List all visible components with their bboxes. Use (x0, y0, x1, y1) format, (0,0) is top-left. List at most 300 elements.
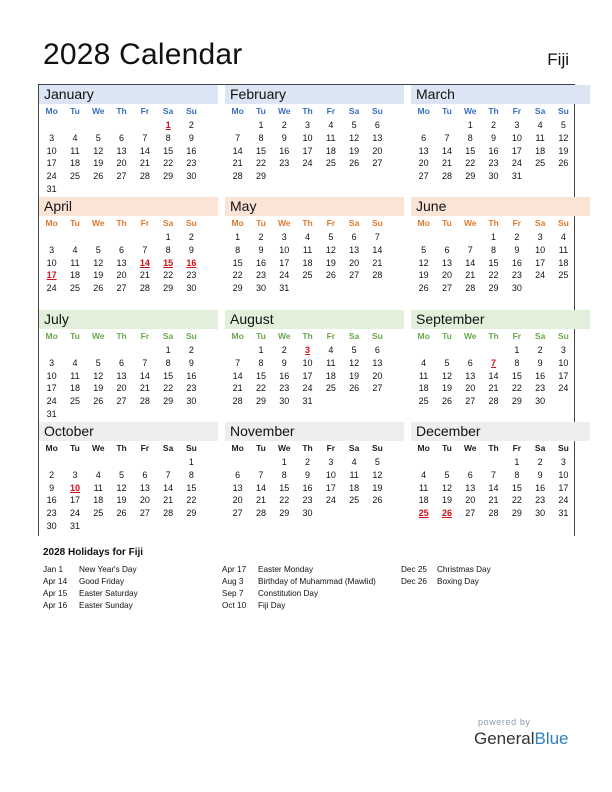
day-cell: 23 (186, 270, 197, 281)
day-cell: 5 (444, 469, 450, 480)
day-cell: 15 (279, 482, 290, 493)
month-june (411, 197, 590, 310)
day-cell: 2 (49, 469, 55, 480)
weekday-label: Su (557, 106, 569, 116)
day-cell: 18 (69, 383, 80, 394)
day-cell: 9 (258, 244, 264, 255)
day-cell (156, 408, 179, 421)
day-cell: 17 (535, 257, 546, 268)
holiday-item (401, 564, 491, 576)
weekday-label: Sa (162, 106, 174, 116)
day-cell: 18 (558, 257, 569, 268)
day-cell: 17 (46, 158, 57, 169)
day-cell: 24 (279, 270, 290, 281)
day-cell (133, 520, 156, 533)
week-row (412, 145, 590, 158)
weekday-label: Tu (256, 106, 266, 116)
day-cell: 21 (441, 158, 452, 169)
day-cell: 8 (235, 244, 241, 255)
weekday-header (412, 216, 590, 231)
month-august (225, 310, 404, 423)
day-cell (87, 231, 110, 244)
day-cell: 3 (560, 457, 566, 467)
day-cell: 25 (302, 270, 313, 281)
day-cell (435, 231, 458, 244)
month-november (225, 422, 404, 535)
day-cell: 11 (558, 244, 569, 255)
week-row (40, 370, 218, 383)
week-row (40, 119, 218, 132)
day-cell: 17 (46, 383, 57, 394)
week-row (412, 257, 590, 270)
day-cell (40, 231, 63, 244)
week-row (40, 231, 218, 244)
day-cell: 19 (441, 383, 452, 394)
day-cell: 16 (186, 370, 197, 381)
day-cell: 10 (46, 145, 57, 156)
day-cell: 28 (488, 396, 499, 407)
day-cell: 3 (560, 345, 566, 355)
day-cell: 21 (232, 158, 243, 169)
day-cell: 8 (514, 469, 520, 480)
day-cell (110, 119, 133, 132)
day-cell: 9 (537, 469, 543, 480)
day-cell: 17 (279, 257, 290, 268)
holiday-day-cell: 16 (186, 257, 197, 268)
day-cell: 12 (93, 370, 104, 381)
day-cell: 12 (93, 145, 104, 156)
holiday-day-cell: 14 (139, 257, 150, 268)
weekday-header (226, 216, 404, 231)
day-cell: 4 (537, 120, 543, 130)
day-cell: 11 (326, 132, 336, 143)
day-cell: 18 (535, 145, 546, 156)
weekday-label: Su (557, 443, 569, 453)
holidays-title: 2028 Holidays for Fiji (43, 547, 144, 558)
day-cell: 5 (560, 120, 566, 130)
day-cell: 17 (325, 482, 336, 493)
weekday-label: We (463, 218, 477, 228)
day-cell: 13 (232, 482, 243, 493)
day-cell (296, 282, 319, 295)
day-cell: 10 (279, 244, 290, 255)
weekday-label: Th (302, 331, 313, 341)
day-cell: 21 (465, 270, 476, 281)
day-cell (63, 456, 86, 469)
week-row (40, 456, 218, 469)
holiday-date: Dec 26 (401, 577, 427, 586)
day-cell: 4 (328, 345, 334, 355)
day-cell: 26 (558, 158, 569, 169)
day-cell: 29 (465, 171, 476, 182)
day-cell: 12 (325, 244, 336, 255)
week-row (40, 269, 218, 282)
weekday-label: Fr (326, 443, 336, 453)
weekday-label: Mo (417, 106, 430, 116)
day-cell: 1 (165, 345, 171, 355)
day-cell: 20 (232, 495, 243, 506)
week-row (412, 119, 590, 132)
weekday-label: Sa (348, 106, 360, 116)
weekday-header (412, 329, 590, 344)
day-cell: 6 (119, 244, 125, 255)
day-cell: 31 (511, 171, 522, 182)
day-cell: 28 (372, 270, 383, 281)
day-cell (87, 183, 110, 196)
day-cell: 25 (535, 158, 546, 169)
week-row (412, 395, 590, 408)
day-cell: 27 (349, 270, 360, 281)
holiday-day-cell: 15 (163, 257, 174, 268)
weekday-label: Mo (231, 331, 244, 341)
day-cell: 15 (511, 370, 522, 381)
day-cell: 24 (302, 158, 313, 169)
week-row (226, 170, 404, 183)
day-cell: 13 (465, 482, 476, 493)
day-cell: 30 (255, 283, 266, 294)
day-cell: 30 (186, 171, 197, 182)
day-cell (528, 170, 551, 183)
day-cell: 26 (93, 171, 104, 182)
day-cell: 28 (139, 171, 150, 182)
day-cell: 23 (255, 270, 266, 281)
day-cell: 31 (46, 183, 57, 194)
day-cell: 2 (281, 345, 287, 355)
day-cell (63, 119, 86, 132)
holiday-day-cell: 10 (69, 482, 80, 493)
day-cell: 11 (302, 244, 313, 255)
day-cell: 27 (372, 383, 383, 394)
day-cell (156, 456, 179, 469)
day-cell: 23 (279, 383, 290, 394)
day-cell: 29 (232, 283, 243, 294)
weekday-label: Tu (442, 106, 452, 116)
week-row (226, 370, 404, 383)
day-cell: 14 (232, 145, 243, 156)
day-cell (156, 520, 179, 533)
day-cell: 23 (302, 495, 313, 506)
weekday-label: Fr (512, 443, 522, 453)
day-cell: 20 (116, 270, 127, 281)
day-cell: 30 (46, 520, 57, 531)
holiday-name: Christmas Day (437, 565, 491, 574)
day-cell: 7 (235, 132, 241, 143)
day-cell: 15 (163, 370, 174, 381)
day-cell: 26 (441, 396, 452, 407)
weekday-header (40, 216, 218, 231)
day-cell (319, 395, 342, 408)
day-cell: 8 (165, 244, 171, 255)
day-cell: 15 (488, 257, 499, 268)
day-cell: 21 (255, 495, 266, 506)
day-cell: 28 (139, 396, 150, 407)
day-cell: 2 (305, 457, 311, 467)
day-cell: 1 (281, 457, 287, 467)
day-cell: 14 (488, 482, 499, 493)
holiday-day-cell: 1 (165, 120, 171, 130)
day-cell: 8 (165, 132, 171, 143)
day-cell: 6 (467, 357, 473, 368)
day-cell: 31 (558, 508, 569, 519)
day-cell: 17 (511, 145, 522, 156)
holiday-date: Apr 16 (43, 601, 68, 610)
day-cell (133, 456, 156, 469)
week-row (226, 231, 404, 244)
day-cell: 14 (232, 370, 243, 381)
day-cell: 12 (372, 469, 383, 480)
week-row (412, 494, 590, 507)
day-cell (319, 282, 342, 295)
day-cell: 3 (49, 132, 55, 143)
weekday-label: We (463, 331, 477, 341)
weekday-label: Su (185, 218, 197, 228)
holiday-item (222, 588, 376, 600)
day-cell: 28 (488, 508, 499, 519)
holiday-day-cell: 25 (418, 508, 429, 519)
day-cell: 7 (467, 244, 473, 255)
day-cell: 11 (70, 370, 80, 381)
day-cell: 9 (49, 482, 55, 493)
day-cell: 3 (514, 120, 520, 130)
weekday-label: Tu (256, 331, 266, 341)
holiday-day-cell: 17 (46, 270, 57, 281)
week-row (412, 469, 590, 482)
weekday-label: Sa (162, 443, 174, 453)
weekday-label: Fr (140, 443, 150, 453)
weekday-label: Sa (534, 331, 546, 341)
day-cell: 10 (46, 257, 57, 268)
weekday-label: Tu (70, 218, 80, 228)
holiday-day-cell: 3 (305, 345, 311, 355)
day-cell (435, 344, 458, 357)
weekday-label: Mo (45, 106, 58, 116)
week-row (412, 382, 590, 395)
weekday-label: Su (371, 443, 383, 453)
day-cell: 28 (232, 396, 243, 407)
weekday-label: We (277, 443, 291, 453)
day-cell: 16 (488, 145, 499, 156)
day-cell: 6 (444, 244, 450, 255)
day-cell: 14 (163, 482, 174, 493)
day-cell: 4 (95, 469, 101, 480)
weekday-label: Su (185, 331, 197, 341)
week-row (412, 482, 590, 495)
day-cell: 18 (93, 495, 104, 506)
day-cell: 4 (560, 232, 566, 242)
day-cell: 1 (188, 457, 194, 467)
day-cell: 11 (418, 482, 429, 493)
day-cell: 11 (418, 370, 429, 381)
day-cell: 27 (139, 508, 150, 519)
day-cell (459, 231, 482, 244)
week-row (226, 145, 404, 158)
weekday-label: Fr (140, 106, 150, 116)
day-cell: 8 (258, 357, 264, 368)
day-cell: 11 (535, 132, 545, 143)
day-cell (40, 344, 63, 357)
day-cell: 5 (421, 244, 427, 255)
day-cell: 4 (72, 132, 78, 143)
weekday-label: Th (488, 218, 499, 228)
day-cell (87, 344, 110, 357)
day-cell: 13 (418, 145, 429, 156)
day-cell: 30 (302, 508, 313, 519)
holiday-date: Apr 15 (43, 589, 68, 598)
month-july (39, 310, 218, 423)
day-cell: 17 (558, 370, 569, 381)
week-row (412, 269, 590, 282)
holiday-item (222, 600, 376, 612)
day-cell: 27 (116, 283, 127, 294)
day-cell: 5 (351, 345, 357, 355)
day-cell: 23 (511, 270, 522, 281)
day-cell: 7 (142, 244, 148, 255)
holiday-item (43, 564, 138, 576)
day-cell (110, 520, 133, 533)
day-cell: 5 (444, 357, 450, 368)
day-cell: 19 (349, 370, 360, 381)
day-cell: 20 (465, 495, 476, 506)
weekday-label: Th (116, 218, 127, 228)
day-cell (412, 456, 435, 469)
month-name: July (39, 310, 218, 329)
day-cell: 15 (465, 145, 476, 156)
day-cell: 23 (186, 383, 197, 394)
day-cell: 19 (116, 495, 127, 506)
day-cell (342, 282, 365, 295)
week-row (40, 408, 218, 421)
day-cell: 7 (374, 232, 380, 242)
day-cell: 13 (116, 145, 127, 156)
day-cell: 10 (46, 370, 57, 381)
day-cell: 4 (328, 120, 334, 130)
brand-blue: Blue (534, 729, 569, 748)
day-cell (40, 456, 63, 469)
day-cell: 30 (535, 396, 546, 407)
day-cell: 23 (46, 508, 57, 519)
week-row (226, 395, 404, 408)
month-january (39, 85, 218, 198)
day-cell: 3 (281, 232, 287, 242)
day-cell: 20 (441, 270, 452, 281)
day-cell: 18 (302, 257, 313, 268)
day-cell: 16 (255, 257, 266, 268)
week-row (40, 157, 218, 170)
day-cell: 12 (93, 257, 104, 268)
week-row (226, 382, 404, 395)
day-cell: 28 (232, 171, 243, 182)
week-row (226, 507, 404, 520)
day-cell (87, 456, 110, 469)
weekday-label: Sa (534, 106, 546, 116)
day-cell: 1 (258, 345, 264, 355)
week-row (40, 344, 218, 357)
day-cell: 11 (70, 145, 80, 156)
week-row (412, 244, 590, 257)
day-cell: 1 (467, 120, 473, 130)
day-cell: 24 (302, 383, 313, 394)
day-cell: 25 (558, 270, 569, 281)
day-cell: 24 (46, 283, 57, 294)
weekday-label: Tu (256, 218, 266, 228)
weekday-label: Fr (140, 218, 150, 228)
month-name: April (39, 197, 218, 216)
day-cell: 21 (139, 383, 150, 394)
day-cell: 8 (281, 469, 287, 480)
day-cell: 13 (349, 244, 360, 255)
holiday-date: Dec 25 (401, 565, 427, 574)
weekday-label: Mo (231, 218, 244, 228)
weekday-label: Th (302, 106, 313, 116)
day-cell: 28 (441, 171, 452, 182)
weekday-label: Fr (140, 331, 150, 341)
day-cell: 26 (93, 283, 104, 294)
day-cell: 15 (255, 145, 266, 156)
day-cell: 27 (418, 171, 429, 182)
day-cell: 25 (325, 383, 336, 394)
day-cell: 22 (163, 158, 174, 169)
page-title: 2028 Calendar (43, 38, 243, 71)
week-row (412, 231, 590, 244)
week-row (226, 482, 404, 495)
day-cell (226, 344, 249, 357)
day-cell: 9 (188, 357, 194, 368)
week-row (412, 170, 590, 183)
week-row (226, 282, 404, 295)
day-cell: 2 (188, 345, 194, 355)
day-cell (110, 408, 133, 421)
week-row (40, 357, 218, 370)
week-row (226, 494, 404, 507)
day-cell: 27 (465, 508, 476, 519)
day-cell (412, 344, 435, 357)
day-cell: 11 (70, 257, 80, 268)
day-cell: 8 (491, 244, 497, 255)
day-cell (482, 456, 505, 469)
month-name: May (225, 197, 404, 216)
day-cell: 13 (441, 257, 452, 268)
day-cell: 28 (465, 283, 476, 294)
day-cell (296, 170, 319, 183)
day-cell: 12 (558, 132, 569, 143)
week-row (412, 370, 590, 383)
day-cell: 6 (351, 232, 357, 242)
day-cell: 1 (491, 232, 497, 242)
day-cell: 10 (302, 357, 313, 368)
day-cell: 8 (165, 357, 171, 368)
day-cell: 27 (441, 283, 452, 294)
month-march (411, 85, 590, 198)
day-cell: 25 (69, 396, 80, 407)
day-cell: 2 (281, 120, 287, 130)
holiday-day-cell: 26 (441, 508, 452, 519)
day-cell: 30 (488, 171, 499, 182)
day-cell: 25 (69, 283, 80, 294)
day-cell: 28 (255, 508, 266, 519)
day-cell: 26 (349, 383, 360, 394)
weekday-label: Th (302, 443, 313, 453)
day-cell (273, 170, 296, 183)
weekday-header (412, 104, 590, 119)
generalblue-logo[interactable] (474, 729, 569, 749)
weekday-label: Sa (162, 331, 174, 341)
day-cell: 26 (325, 270, 336, 281)
weekday-label: We (463, 443, 477, 453)
day-cell: 9 (281, 357, 287, 368)
day-cell (110, 231, 133, 244)
day-cell (156, 183, 179, 196)
day-cell (366, 507, 389, 520)
